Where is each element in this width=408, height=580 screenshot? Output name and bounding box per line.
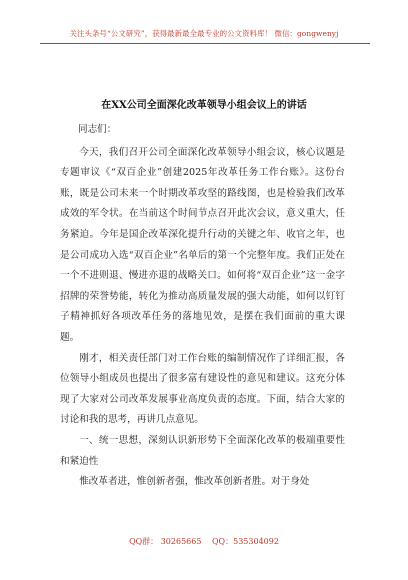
document-body <box>60 120 345 493</box>
footer-qq-group: QQ群： 30265665 <box>129 537 202 546</box>
header-banner: 关注头条号“公文研究”，获得最新最全最专业的公文资料库！ 微信：gongwenyj <box>69 29 339 38</box>
paragraph: 今天，我们召开公司全面深化改革领导小组会议，核心议题是专题审议《“双百企业”创建2025年改革任务工作台账》。这份台账，既是公司未来一个时期改革攻坚的路线图，也是检验我们改革成效的军令状。在当前这个时间节点召开此次会议，意义重大，任务紧迫。今年是国企改革深化提升行动的关键之年、收官之年，也是公司成功入选“双百企业”名单后的第一个完整年度。我们正处在一个不进则退、慢进亦退的战略关口。如何将“双百企业”这一金字招牌的荣誉势能，转化为推动高质量发展的强大动能，如何以钉钉子精神抓好各项改革任务的落地见效，是摆在我们面前的重大课题。 <box>60 146 345 343</box>
header-divider <box>40 43 370 44</box>
paragraph: 惟改革者进，惟创新者强，惟改革创新者胜。对于身处 <box>79 476 310 488</box>
salutation: 同志们： <box>78 124 117 135</box>
footer-contacts <box>0 536 408 547</box>
paragraph: 刚才，相关责任部门对工作台账的编制情况作了详细汇报，各位领导小组成员也提出了很多富有建设性的意见和建议。这充分体现了大家对公司改革发展事业高度负责的态度。下面，结合大家的讨论和我的思考，再讲几点意见。 <box>60 352 345 426</box>
section-heading: 一、统一思想，深刻认识新形势下全面深化改革的极端重要性和紧迫性 <box>60 434 345 467</box>
document-title: 在XX公司全面深化改革领导小组会议上的讲话 <box>101 100 307 111</box>
footer-qq: QQ：535304092 <box>212 537 279 546</box>
